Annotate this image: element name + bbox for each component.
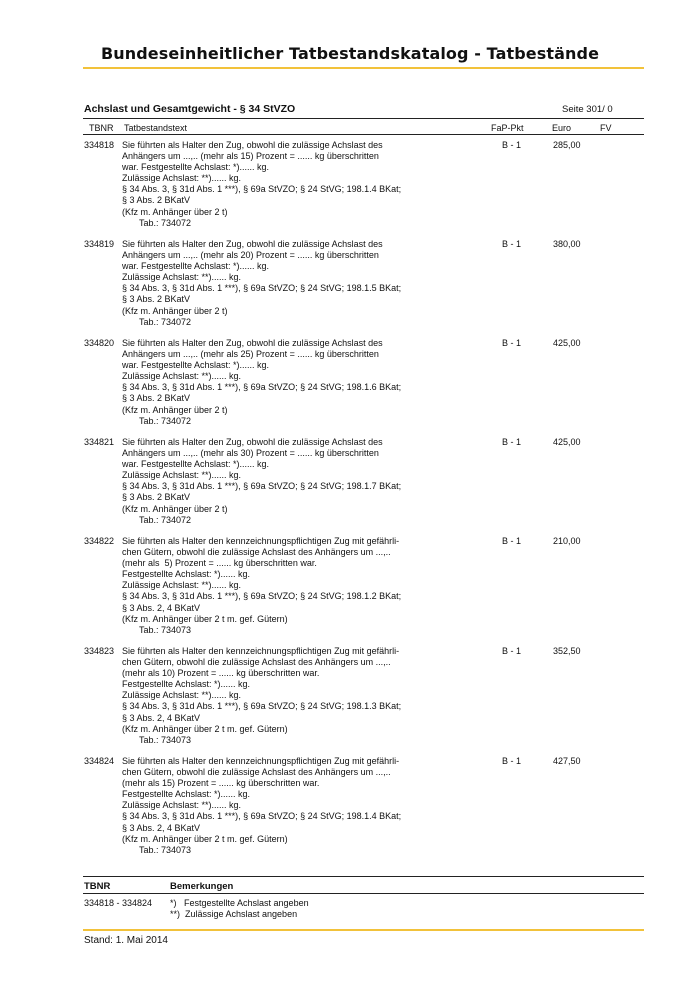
- tbnr-number: 334821: [84, 437, 115, 447]
- tbnr-number: 334819: [84, 239, 115, 249]
- tbnr-number: 334818: [84, 140, 115, 150]
- euro-amount: 425,00: [553, 437, 581, 447]
- tab-reference: Tab.: 734073: [139, 734, 192, 745]
- offense-text-line: § 3 Abs. 2, 4 BKatV: [122, 712, 201, 723]
- remarks-top-rule: [83, 876, 644, 877]
- offense-text-line: § 3 Abs. 2, 4 BKatV: [122, 822, 201, 833]
- offense-text-line: § 3 Abs. 2, 4 BKatV: [122, 602, 201, 613]
- offense-text-line: Zulässige Achslast: **)...... kg.: [122, 371, 242, 382]
- remarks-range: 334818 - 334824: [84, 898, 153, 908]
- remarks-header: Bemerkungen: [170, 881, 234, 892]
- offense-text-line: Zulässige Achslast: **)...... kg.: [122, 470, 242, 481]
- offense-text-line: § 34 Abs. 3, § 31d Abs. 1 ***), § 69a StVZO; § 24 StVG; 198.1.6 BKat;: [122, 382, 402, 393]
- offense-text-line: § 3 Abs. 2 BKatV: [122, 195, 191, 206]
- offense-text-line: § 34 Abs. 3, § 31d Abs. 1 ***), § 69a StVZO; § 24 StVG; 198.1.3 BKat;: [122, 701, 402, 712]
- fap-points: B - 1: [502, 536, 522, 546]
- offense-text-line: Anhängers um ...,.. (mehr als 20) Prozent = ...... kg überschritten: [122, 250, 379, 261]
- offense-text-line: § 3 Abs. 2 BKatV: [122, 393, 191, 404]
- offense-text-line: Sie führten als Halter den Zug, obwohl die zulässige Achslast des: [122, 239, 383, 249]
- remark-note: **) Zulässige Achslast angeben: [170, 909, 298, 919]
- tbnr-number: 334822: [84, 536, 115, 546]
- offense-text-line: war. Festgestellte Achslast: *)...... kg.: [122, 162, 270, 173]
- offense-text-line: Festgestellte Achslast: *)...... kg.: [122, 569, 251, 580]
- col-header-euro: Euro: [552, 123, 572, 133]
- fap-points: B - 1: [502, 140, 522, 150]
- euro-amount: 425,00: [553, 338, 581, 348]
- offense-text: [122, 437, 401, 526]
- page-title: Bundeseinheitlicher Tatbestandskatalog - Tatbestände: [100, 44, 600, 63]
- tab-reference: Tab.: 734072: [139, 514, 192, 525]
- offense-text-line: (Kfz m. Anhänger über 2 t): [122, 404, 228, 415]
- offense-text-line: chen Gütern, obwohl die zulässige Achslast des Anhängers um ...,..: [122, 767, 391, 778]
- offense-text-line: § 34 Abs. 3, § 31d Abs. 1 ***), § 69a StVZO; § 24 StVG; 198.1.2 BKat;: [122, 591, 402, 602]
- offense-text-line: chen Gütern, obwohl die zulässige Achslast des Anhängers um ...,..: [122, 547, 391, 558]
- offense-text-line: (Kfz m. Anhänger über 2 t m. gef. Gütern): [122, 613, 288, 624]
- tab-reference: Tab.: 734072: [139, 415, 192, 426]
- offense-text-line: war. Festgestellte Achslast: *)...... kg.: [122, 360, 270, 371]
- offense-text-line: Zulässige Achslast: **)...... kg.: [122, 580, 242, 591]
- offense-text-line: Sie führten als Halter den kennzeichnungspflichtigen Zug mit gefährli-: [122, 536, 400, 546]
- col-header-tbnr: TBNR: [89, 123, 114, 133]
- offense-text-line: § 34 Abs. 3, § 31d Abs. 1 ***), § 69a StVZO; § 24 StVG; 198.1.7 BKat;: [122, 481, 402, 492]
- euro-amount: 285,00: [553, 140, 581, 150]
- offense-text-line: (mehr als 15) Prozent = ...... kg überschritten war.: [122, 778, 320, 789]
- table-top-rule: [83, 118, 644, 119]
- offense-text-line: Festgestellte Achslast: *)...... kg.: [122, 789, 251, 800]
- offense-text-line: (Kfz m. Anhänger über 2 t): [122, 305, 228, 316]
- offense-text-line: (Kfz m. Anhänger über 2 t m. gef. Gütern): [122, 723, 288, 734]
- euro-amount: 380,00: [553, 239, 581, 249]
- offense-text-line: (Kfz m. Anhänger über 2 t): [122, 503, 228, 514]
- offense-text-line: Sie führten als Halter den Zug, obwohl die zulässige Achslast des: [122, 338, 383, 348]
- offense-text-line: (Kfz m. Anhänger über 2 t m. gef. Gütern): [122, 833, 288, 844]
- offense-text-line: war. Festgestellte Achslast: *)...... kg.: [122, 459, 270, 470]
- offense-text-line: (mehr als 10) Prozent = ...... kg überschritten war.: [122, 668, 320, 679]
- tbnr-number: 334823: [84, 646, 115, 656]
- tab-reference: Tab.: 734072: [139, 217, 192, 228]
- table-header-rule: [83, 134, 644, 135]
- offense-text-line: (mehr als 5) Prozent = ...... kg überschritten war.: [122, 558, 317, 569]
- tab-reference: Tab.: 734072: [139, 316, 192, 327]
- remarks-tbnr-header: TBNR: [84, 881, 111, 892]
- offense-text-line: Sie führten als Halter den Zug, obwohl die zulässige Achslast des: [122, 140, 383, 150]
- offense-text-line: Anhängers um ...,.. (mehr als 25) Prozent = ...... kg überschritten: [122, 349, 379, 360]
- euro-amount: 427,50: [553, 756, 581, 766]
- tbnr-number: 334820: [84, 338, 115, 348]
- fap-points: B - 1: [502, 756, 522, 766]
- offense-text-line: Zulässige Achslast: **)...... kg.: [122, 690, 242, 701]
- fap-points: B - 1: [502, 239, 522, 249]
- offense-text: [122, 140, 401, 229]
- euro-amount: 210,00: [553, 536, 581, 546]
- offense-text-line: (Kfz m. Anhänger über 2 t): [122, 206, 228, 217]
- offense-text-line: war. Festgestellte Achslast: *)...... kg.: [122, 261, 270, 272]
- offense-text-line: § 3 Abs. 2 BKatV: [122, 294, 191, 305]
- offense-text: [122, 756, 401, 856]
- offense-text-line: Sie führten als Halter den Zug, obwohl die zulässige Achslast des: [122, 437, 383, 447]
- offense-text-line: Sie führten als Halter den kennzeichnungspflichtigen Zug mit gefährli-: [122, 756, 400, 766]
- fap-points: B - 1: [502, 437, 522, 447]
- remarks-header-rule: [83, 893, 644, 894]
- offense-text-line: Anhängers um ...,.. (mehr als 15) Prozent = ...... kg überschritten: [122, 151, 379, 162]
- tbnr-number: 334824: [84, 756, 115, 766]
- fap-points: B - 1: [502, 646, 522, 656]
- header-rule: [83, 67, 644, 69]
- offense-text-line: Zulässige Achslast: **)...... kg.: [122, 800, 242, 811]
- offense-text-line: § 3 Abs. 2 BKatV: [122, 492, 191, 503]
- offense-text: [122, 536, 401, 636]
- footer-rule: [83, 929, 644, 931]
- offense-text-line: Zulässige Achslast: **)...... kg.: [122, 173, 242, 184]
- col-header-text: Tatbestandstext: [124, 123, 188, 133]
- offense-text-line: Zulässige Achslast: **)...... kg.: [122, 272, 242, 283]
- page-number: Seite 301/ 0: [562, 104, 613, 115]
- section-title: Achslast und Gesamtgewicht - § 34 StVZO: [84, 103, 296, 115]
- offense-text-line: Anhängers um ...,.. (mehr als 30) Prozent = ...... kg überschritten: [122, 448, 379, 459]
- footer-date: Stand: 1. Mai 2014: [84, 935, 168, 946]
- col-header-fap: FaP-Pkt: [491, 123, 524, 133]
- offense-text: [122, 338, 401, 427]
- offense-text: [122, 646, 401, 746]
- offense-text-line: § 34 Abs. 3, § 31d Abs. 1 ***), § 69a StVZO; § 24 StVG; 198.1.4 BKat;: [122, 184, 402, 195]
- tab-reference: Tab.: 734073: [139, 624, 192, 635]
- offense-text-line: § 34 Abs. 3, § 31d Abs. 1 ***), § 69a StVZO; § 24 StVG; 198.1.5 BKat;: [122, 283, 402, 294]
- offense-text-line: § 34 Abs. 3, § 31d Abs. 1 ***), § 69a StVZO; § 24 StVG; 198.1.4 BKat;: [122, 811, 402, 822]
- offense-text: [122, 239, 401, 328]
- tab-reference: Tab.: 734073: [139, 844, 192, 855]
- euro-amount: 352,50: [553, 646, 581, 656]
- offense-text-line: Festgestellte Achslast: *)...... kg.: [122, 679, 251, 690]
- fap-points: B - 1: [502, 338, 522, 348]
- offense-text-line: chen Gütern, obwohl die zulässige Achslast des Anhängers um ...,..: [122, 657, 391, 668]
- col-header-fv: FV: [600, 123, 612, 133]
- remark-note: *) Festgestellte Achslast angeben: [170, 898, 309, 908]
- offense-text-line: Sie führten als Halter den kennzeichnungspflichtigen Zug mit gefährli-: [122, 646, 400, 656]
